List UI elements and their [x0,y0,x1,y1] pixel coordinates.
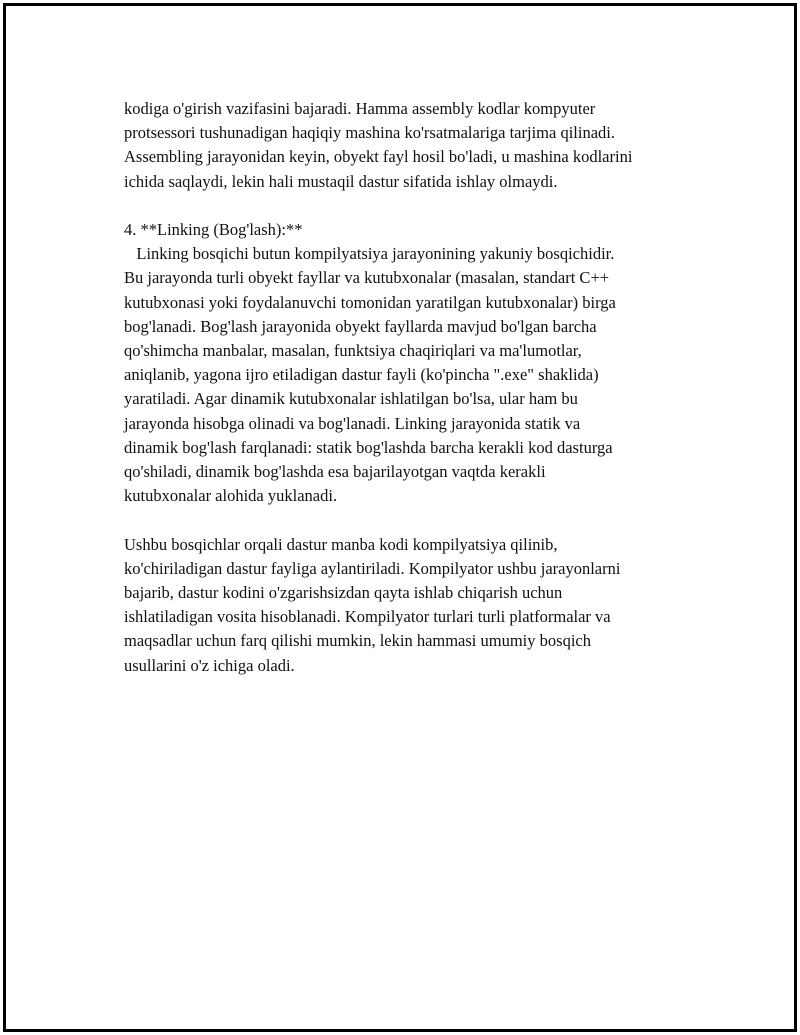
text-line: Linking bosqichi butun kompilyatsiya jarayonining yakuniy bosqichidir. [124,244,615,264]
text-line: yaratiladi. Agar dinamik kutubxonalar ishlatilgan bo'lsa, ular ham bu [124,389,578,409]
text-line: Bu jarayonda turli obyekt fayllar va kutubxonalar (masalan, standart C++ [124,268,610,288]
text-line: qo'shimcha manbalar, masalan, funktsiya chaqiriqlari va ma'lumotlar, [124,341,582,361]
text-line: ko'chiriladigan dastur fayliga aylantiriladi. Kompilyator ushbu jarayonlarni [124,558,621,578]
text-line: Assembling jarayonidan keyin, obyekt fayl hosil bo'ladi, u mashina kodlarini [124,147,633,167]
paragraph-spacer [124,508,724,532]
page-frame [3,3,797,1032]
text-line: dinamik bog'lash farqlanadi: statik bog'lashda barcha kerakli kod dasturga [124,437,613,457]
text-line: maqsadlar uchun farq qilishi mumkin, lekin hammasi umumiy bosqich [124,631,591,651]
text-line: protsessori tushunadigan haqiqiy mashina ko'rsatmalariga tarjima qilinadi. [124,123,615,143]
text-line: jarayonda hisobga olinadi va bog'lanadi. Linking jarayonida statik va [124,413,581,433]
text-line: aniqlanib, yagona ijro etiladigan dastur fayli (ko'pincha ".exe" shaklida) [124,365,599,385]
text-line: kutubxonasi yoki foydalanuvchi tomonidan yaratilgan kutubxonalar) birga [124,292,616,312]
text-line: usullarini o'z ichiga oladi. [124,655,295,675]
text-line: ishlatiladigan vosita hisoblanadi. Kompilyator turlari turli platformalar va [124,607,611,627]
text-line: ichida saqlaydi, lekin hali mustaqil dastur sifatida ishlay olmaydi. [124,171,558,191]
section-heading-linking: 4. **Linking (Bog'lash):** [124,220,303,239]
text-line: bajarib, dastur kodini o'zgarishsizdan qayta ishlab chiqarish uchun [124,583,563,603]
text-line: bog'lanadi. Bog'lash jarayonida obyekt fayllarda mavjud bo'lgan barcha [124,316,597,336]
text-line: Ushbu bosqichlar orqali dastur manba kodi kompilyatsiya qilinib, [124,534,558,554]
paragraph-assembling-summary [124,97,724,194]
paragraph-conclusion [124,533,724,678]
paragraph-spacer [124,194,724,218]
paragraph-linking [124,218,724,508]
text-line: qo'shiladi, dinamik bog'lashda esa bajarilayotgan vaqtda kerakli [124,462,546,482]
text-line: kodiga o'girish vazifasini bajaradi. Hamma assembly kodlar kompyuter [124,99,596,118]
text-line: kutubxonalar alohida yuklanadi. [124,486,338,506]
document-body [124,97,724,678]
